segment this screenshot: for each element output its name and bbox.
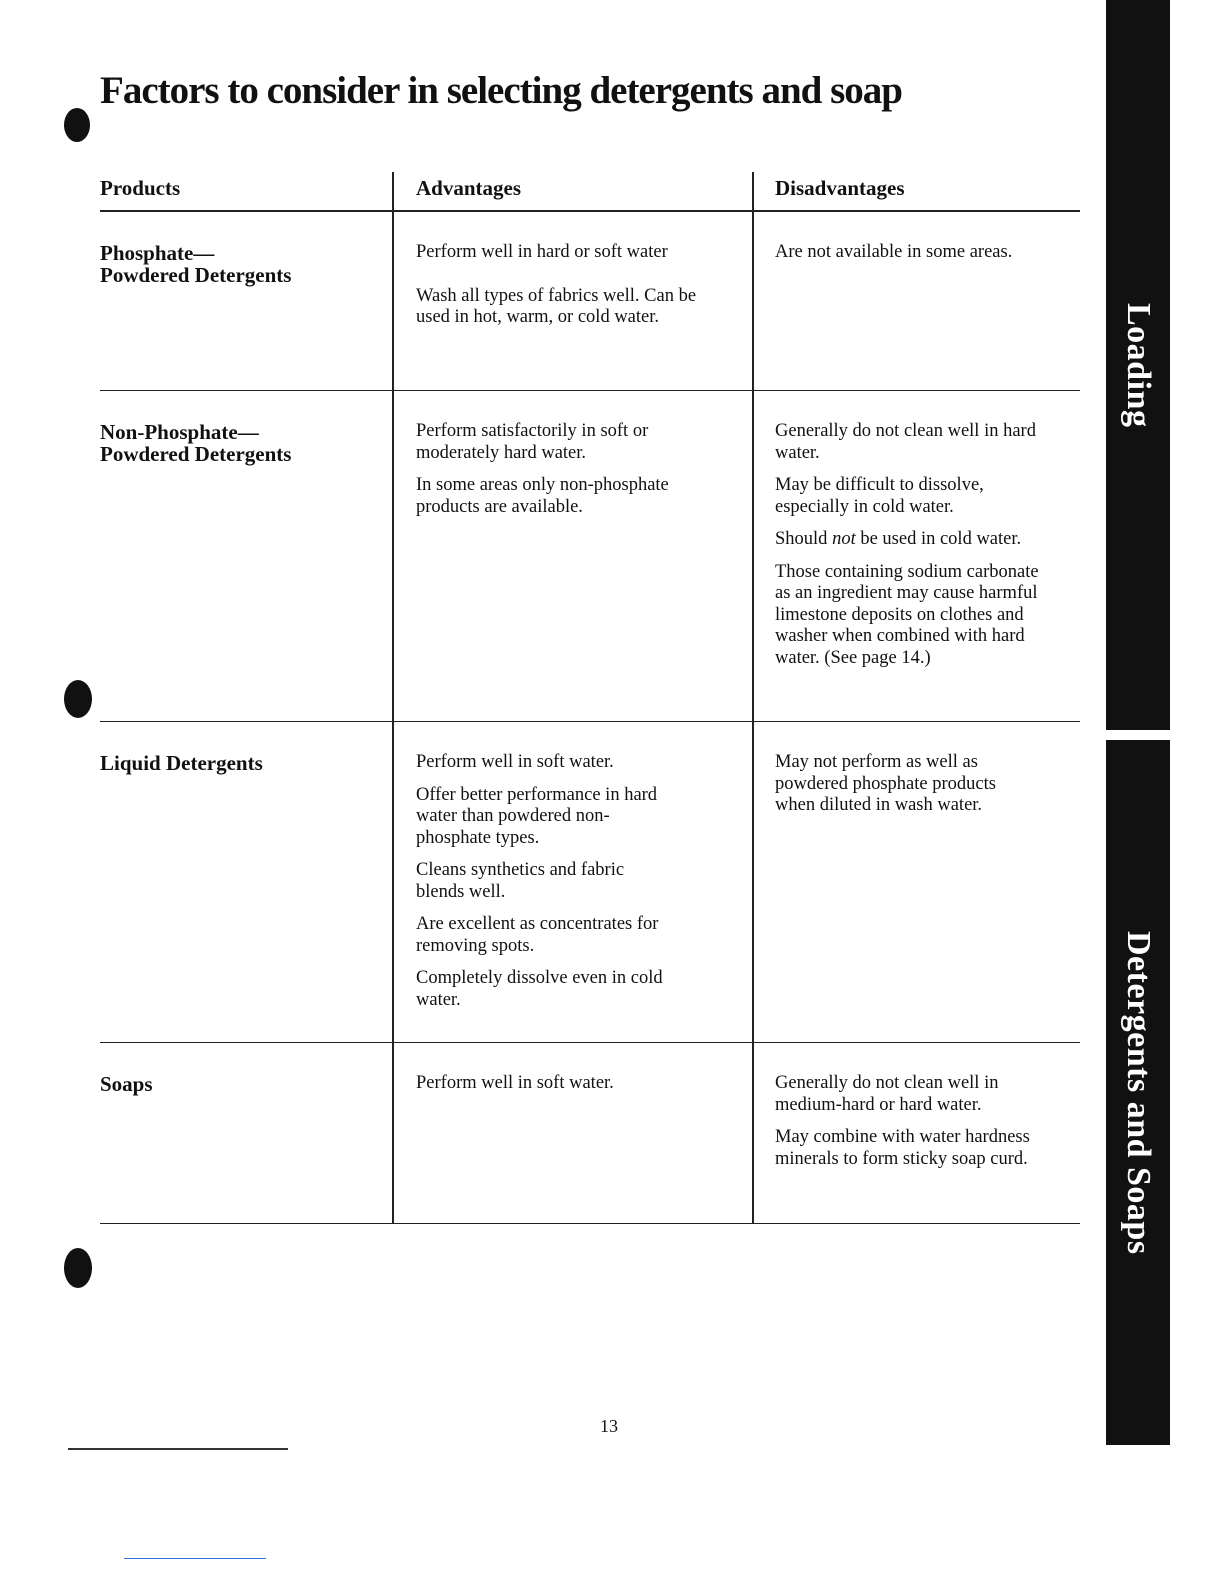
header-advantages: Advantages xyxy=(416,176,522,200)
table-row xyxy=(100,722,1080,1043)
product-name: Non-Phosphate— Powdered Detergents xyxy=(100,420,292,466)
scan-mark xyxy=(124,1558,266,1559)
punch-hole xyxy=(64,108,90,142)
product-name: Liquid Detergents xyxy=(100,751,263,775)
page-number: 13 xyxy=(600,1416,618,1436)
scan-mark xyxy=(68,1448,288,1450)
header-products: Products xyxy=(100,176,181,200)
tab-label-detergents: Detergents and Soaps xyxy=(1120,930,1157,1255)
product-name: Phosphate— Powdered Detergents xyxy=(100,241,292,287)
disadvantages-cell: May not perform as well as powdered phosphate products when diluted in wash water. xyxy=(775,752,996,815)
punch-hole xyxy=(64,680,92,718)
page-title: Factors to consider in selecting detergents and soap xyxy=(100,69,902,112)
punch-hole xyxy=(64,1248,92,1288)
table-row xyxy=(100,391,1080,722)
section-tab-detergents xyxy=(1106,740,1170,1445)
advantages-cell: Perform well in hard or soft water Wash all types of fabrics well. Can be used in hot, warm, or cold water. xyxy=(416,242,697,327)
table-header xyxy=(100,168,1080,212)
section-tab-loading xyxy=(1106,0,1170,730)
table-row xyxy=(100,212,1080,391)
advantages-cell: Perform well in soft water. xyxy=(416,1073,614,1093)
product-name: Soaps xyxy=(100,1072,153,1096)
disadvantages-cell: Generally do not clean well in hard water. May be difficult to dissolve, especially in cold water. Should not be used in cold water. Those containing sodium carbonate as an ingredient may cause harmful limestone deposits on clothes and washer when combined with hard water. (See page 14.) xyxy=(775,421,1039,668)
header-disadvantages: Disadvantages xyxy=(775,176,905,200)
advantages-cell: Perform satisfactorily in soft or moderately hard water. In some areas only non-phosphate products are available. xyxy=(416,421,669,517)
disadvantages-cell: Generally do not clean well in medium-hard or hard water. May combine with water hardness minerals to form sticky soap curd. xyxy=(775,1073,1030,1169)
comparison-table xyxy=(100,168,1080,1224)
disadvantages-cell: Are not available in some areas. xyxy=(775,242,1013,262)
table-row xyxy=(100,1043,1080,1224)
advantages-cell: Perform well in soft water. Offer better performance in hard water than powdered non-phosphate types. Cleans synthetics and fabric blends well. Are excellent as concentrates for removing spots. Completely dissolve even in cold water. xyxy=(416,752,663,1010)
tab-label-loading: Loading xyxy=(1120,302,1157,428)
